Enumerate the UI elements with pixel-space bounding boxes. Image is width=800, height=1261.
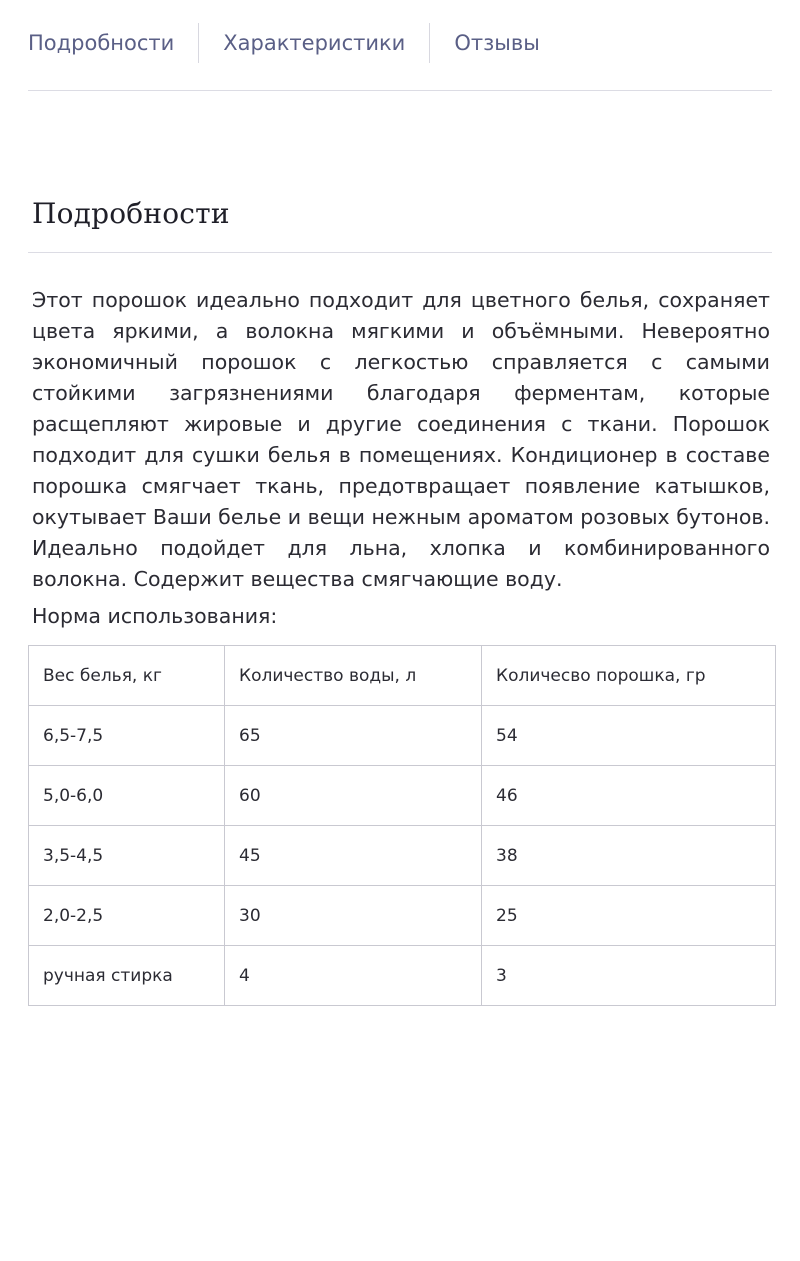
description-text <box>32 285 770 595</box>
tab-reviews[interactable]: Отзывы <box>454 31 540 55</box>
tab-details[interactable]: Подробности <box>28 31 175 55</box>
usage-norm-table <box>28 645 776 1006</box>
tabbar-underline <box>28 90 772 91</box>
page-title: Подробности <box>32 197 230 230</box>
description-paragraph: Этот порошок идеально подходит для цветного белья, сохраняет цвета яркими, а волокна мягкими и объёмными. Невероятно экономичный порошок с легкостью справляется с самыми стойкими загрязнениями благодаря ферментам, которые расщепляют жировые и другие соединения с ткани. Порошок подходит для сушки белья в помещениях. Кондиционер в составе порошка смягчает ткань, предотвращает появление катышков, окутывает Ваши белье и вещи нежным ароматом розовых бутонов. Идеально подойдет для льна, хлопка и комбинированного волокна. Содержит вещества смягчающие воду. <box>32 288 770 591</box>
table-row <box>29 826 776 886</box>
table-cell: 6,5-7,5 <box>29 706 225 766</box>
table-header-cell: Вес белья, кг <box>29 646 225 706</box>
table-cell: 3,5-4,5 <box>29 826 225 886</box>
table-row <box>29 766 776 826</box>
table-cell: ручная стирка <box>29 946 225 1006</box>
table-cell: 3 <box>482 946 776 1006</box>
table-cell: 46 <box>482 766 776 826</box>
title-underline <box>28 252 772 253</box>
table-cell: 2,0-2,5 <box>29 886 225 946</box>
tab-characteristics[interactable]: Характеристики <box>223 31 406 55</box>
table-cell: 60 <box>225 766 482 826</box>
table-row <box>29 946 776 1006</box>
table-cell: 45 <box>225 826 482 886</box>
table-cell: 5,0-6,0 <box>29 766 225 826</box>
table-row <box>29 886 776 946</box>
table-cell: 54 <box>482 706 776 766</box>
table-row <box>29 706 776 766</box>
table-header-cell: Количесво порошка, гр <box>482 646 776 706</box>
table-caption: Норма использования: <box>32 604 278 628</box>
table-header-row <box>29 646 776 706</box>
table-cell: 38 <box>482 826 776 886</box>
tab-bar <box>0 0 800 64</box>
table-header-cell: Количество воды, л <box>225 646 482 706</box>
table-cell: 25 <box>482 886 776 946</box>
table-cell: 4 <box>225 946 482 1006</box>
table-cell: 65 <box>225 706 482 766</box>
table-cell: 30 <box>225 886 482 946</box>
